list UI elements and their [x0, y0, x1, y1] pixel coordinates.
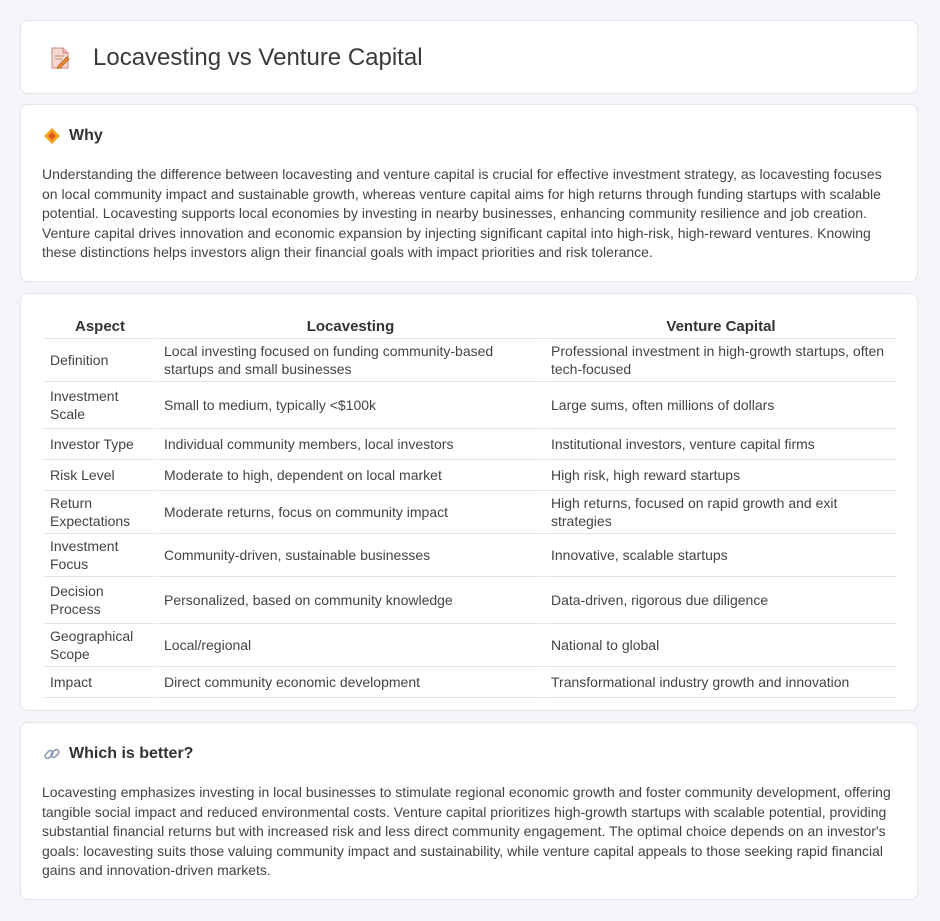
row-venture-capital: Innovative, scalable startups: [545, 534, 897, 577]
better-body: Locavesting emphasizes investing in local businesses to stimulate regional economic growth and foster community development, offering tangible social impact and reduced environmental costs. Venture capital prioritizes high-growth startups with scalable potential, providing substantial financial returns but with increased risk and less direct community engagement. The optimal choice depends on an investor's goals: locavesting suits those valuing community impact and sustainability, while venture capital appeals to those seeking rapid financial gains and innovation-driven markets.: [42, 784, 891, 878]
table-header-row: [44, 314, 897, 339]
row-aspect: Investment Focus: [44, 534, 156, 577]
row-venture-capital: Professional investment in high-growth startups, often tech-focused: [545, 339, 897, 382]
row-aspect: Investment Scale: [44, 382, 156, 429]
diamond-icon: [43, 127, 61, 145]
row-aspect: Definition: [44, 339, 156, 382]
row-aspect: Decision Process: [44, 577, 156, 624]
row-aspect: Investor Type: [44, 429, 156, 460]
row-locavesting: Moderate returns, focus on community impact: [158, 491, 543, 534]
table-row: [44, 460, 897, 491]
row-venture-capital: Transformational industry growth and innovation: [545, 667, 897, 698]
row-locavesting: Personalized, based on community knowledge: [158, 577, 543, 624]
table-row: [44, 624, 897, 667]
row-locavesting: Local/regional: [158, 624, 543, 667]
why-section: [20, 104, 918, 282]
row-aspect: Return Expectations: [44, 491, 156, 534]
table-row: [44, 429, 897, 460]
row-venture-capital: High returns, focused on rapid growth and exit strategies: [545, 491, 897, 534]
better-header: [43, 745, 193, 763]
row-venture-capital: Data-driven, rigorous due diligence: [545, 577, 897, 624]
row-aspect: Geographical Scope: [44, 624, 156, 667]
why-body: Understanding the difference between locavesting and venture capital is crucial for effective investment strategy, as locavesting focuses on local community impact and sustainable growth, whereas venture capital aims for high returns through funding startups with scalable potential. Locavesting supports local economies by investing in nearby businesses, enhancing community resilience and job creation. Venture capital drives innovation and economic expansion by injecting significant capital into high-risk, high-reward ventures. Knowing these distinctions helps investors align their financial goals with impact priorities and risk tolerance.: [42, 166, 882, 260]
row-locavesting: Local investing focused on funding community-based startups and small businesses: [158, 339, 543, 382]
row-locavesting: Small to medium, typically <$100k: [158, 382, 543, 429]
why-header: [43, 127, 103, 145]
row-venture-capital: Large sums, often millions of dollars: [545, 382, 897, 429]
title-card: [20, 20, 918, 94]
page-title: Locavesting vs Venture Capital: [93, 44, 423, 71]
table-row: [44, 577, 897, 624]
table-row: [44, 382, 897, 429]
which-is-better-section: [20, 722, 918, 900]
table-row: [44, 667, 897, 698]
row-aspect: Impact: [44, 667, 156, 698]
row-locavesting: Direct community economic development: [158, 667, 543, 698]
comparison-table: [42, 314, 899, 698]
row-locavesting: Individual community members, local investors: [158, 429, 543, 460]
why-heading: Why: [69, 127, 103, 144]
row-aspect: Risk Level: [44, 460, 156, 491]
table-row: [44, 534, 897, 577]
row-locavesting: Community-driven, sustainable businesses: [158, 534, 543, 577]
row-venture-capital: Institutional investors, venture capital firms: [545, 429, 897, 460]
table-row: [44, 491, 897, 534]
comparison-section: [20, 293, 918, 711]
header-locavesting: Locavesting: [158, 314, 543, 339]
row-venture-capital: National to global: [545, 624, 897, 667]
row-locavesting: Moderate to high, dependent on local market: [158, 460, 543, 491]
better-heading: Which is better?: [69, 745, 194, 762]
link-icon: [43, 745, 61, 763]
row-venture-capital: High risk, high reward startups: [545, 460, 897, 491]
header-venture-capital: Venture Capital: [545, 314, 897, 339]
header-aspect: Aspect: [44, 314, 156, 339]
table-row: [44, 339, 897, 382]
document-pen-icon: [47, 45, 73, 71]
